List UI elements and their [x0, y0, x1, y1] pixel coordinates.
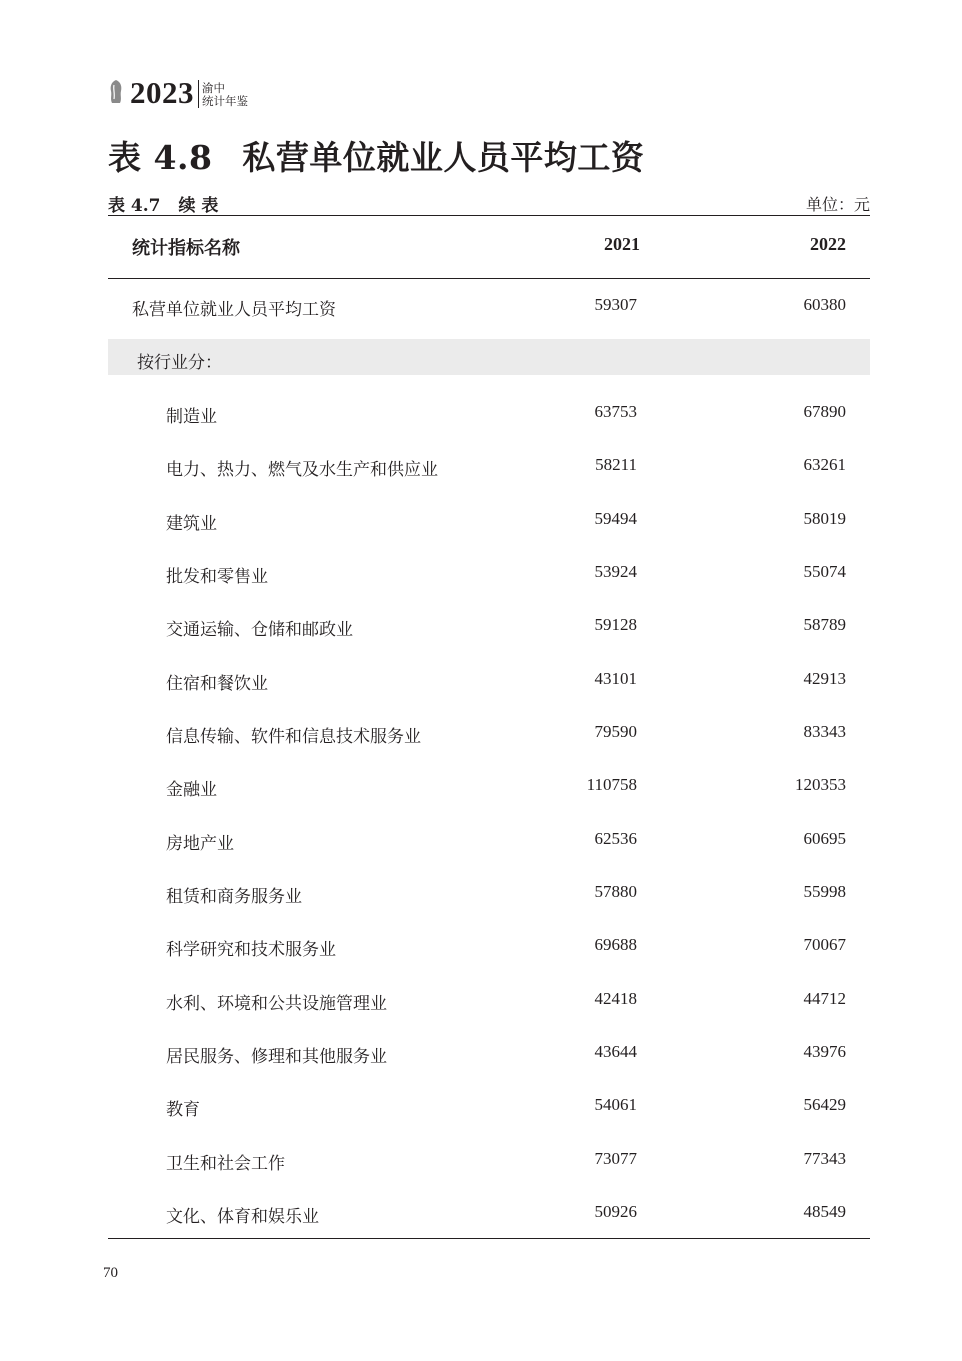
table-row-total — [108, 291, 870, 321]
table-row — [108, 1198, 870, 1228]
row-value-2021: 54061 — [594, 1095, 637, 1114]
table-title: 私营单位就业人员平均工资 — [242, 138, 645, 177]
table-row — [108, 1091, 870, 1121]
table-bottom-rule — [108, 1238, 870, 1239]
row-value-2022: 42913 — [803, 669, 846, 688]
row-name: 批发和零售业 — [166, 567, 268, 587]
table-row — [108, 878, 870, 908]
table-row — [108, 398, 870, 428]
row-value-2022: 43976 — [803, 1042, 846, 1061]
row-value-2021: 59307 — [594, 295, 637, 314]
row-value-2021: 59128 — [594, 615, 637, 634]
continued-text: 续 表 — [178, 196, 219, 216]
row-name: 住宿和餐饮业 — [166, 674, 268, 694]
table-row — [108, 451, 870, 481]
row-value-2022: 56429 — [803, 1095, 846, 1114]
header-year: 2023 — [130, 75, 194, 110]
column-header-2022: 2022 — [810, 234, 846, 254]
column-header-name: 统计指标名称 — [132, 238, 240, 259]
row-name: 信息传输、软件和信息技术服务业 — [166, 727, 421, 747]
row-name: 私营单位就业人员平均工资 — [132, 300, 336, 320]
row-value-2021: 50926 — [594, 1202, 637, 1221]
row-name: 房地产业 — [166, 834, 234, 854]
row-value-2021: 79590 — [594, 722, 637, 741]
row-name: 交通运输、仓储和邮政业 — [166, 620, 353, 640]
table-row — [108, 1145, 870, 1175]
section-band — [108, 339, 870, 375]
row-value-2022: 67890 — [803, 402, 846, 421]
table-row — [108, 771, 870, 801]
yearbook-logo-icon — [108, 79, 124, 105]
row-name: 教育 — [166, 1100, 200, 1120]
row-name: 科学研究和技术服务业 — [166, 940, 336, 960]
row-value-2022: 44712 — [803, 989, 846, 1008]
row-name: 电力、热力、燃气及水生产和供应业 — [166, 460, 438, 480]
row-value-2022: 58789 — [803, 615, 846, 634]
row-name: 居民服务、修理和其他服务业 — [166, 1047, 387, 1067]
row-value-2022: 83343 — [803, 722, 846, 741]
row-value-2022: 55998 — [803, 882, 846, 901]
row-name: 水利、环境和公共设施管理业 — [166, 994, 387, 1014]
row-value-2021: 58211 — [595, 455, 637, 474]
row-value-2021: 53924 — [594, 562, 637, 581]
column-header-2021: 2021 — [604, 234, 640, 254]
row-value-2021: 69688 — [594, 935, 637, 954]
row-name: 卫生和社会工作 — [166, 1154, 285, 1174]
yearbook-header — [108, 72, 248, 108]
table-row — [108, 825, 870, 855]
row-value-2022: 55074 — [803, 562, 846, 581]
header-brand-line1: 渝中 — [202, 81, 225, 95]
row-value-2021: 43644 — [594, 1042, 637, 1061]
table-top-rule — [108, 215, 870, 216]
header-bottom-rule — [108, 278, 870, 279]
row-value-2021: 110758 — [586, 775, 637, 794]
header-brand — [198, 80, 248, 108]
table-row — [108, 985, 870, 1015]
table-row — [108, 1038, 870, 1068]
row-value-2021: 59494 — [594, 509, 637, 528]
unit-label: 单位：元 — [805, 195, 870, 214]
table-row — [108, 931, 870, 961]
header-brand-line2: 统计年鉴 — [202, 94, 248, 108]
table-row — [108, 611, 870, 641]
row-value-2022: 63261 — [803, 455, 846, 474]
row-value-2022: 77343 — [803, 1149, 846, 1168]
table-row — [108, 665, 870, 695]
row-value-2022: 60380 — [803, 295, 846, 314]
row-value-2021: 62536 — [594, 829, 637, 848]
row-value-2021: 57880 — [594, 882, 637, 901]
row-value-2022: 60695 — [803, 829, 846, 848]
table-subline — [108, 191, 870, 215]
table-row — [108, 505, 870, 535]
row-value-2022: 120353 — [795, 775, 846, 794]
row-name: 制造业 — [166, 407, 217, 427]
table-row — [108, 718, 870, 748]
row-value-2022: 70067 — [803, 935, 846, 954]
row-value-2022: 58019 — [803, 509, 846, 528]
table-row — [108, 558, 870, 588]
row-value-2022: 48549 — [803, 1202, 846, 1221]
row-name: 文化、体育和娱乐业 — [166, 1207, 319, 1227]
row-name: 租赁和商务服务业 — [166, 887, 302, 907]
row-value-2021: 43101 — [594, 669, 637, 688]
table-number: 表 4.8 — [108, 138, 213, 177]
row-value-2021: 73077 — [594, 1149, 637, 1168]
table-ref: 表 4.7 — [108, 196, 161, 216]
row-value-2021: 42418 — [594, 989, 637, 1008]
page-number: 70 — [103, 1265, 118, 1281]
row-name: 建筑业 — [166, 514, 217, 534]
section-label: 按行业分： — [137, 353, 222, 373]
continued-label — [108, 191, 218, 216]
row-name: 金融业 — [166, 780, 217, 800]
row-value-2021: 63753 — [594, 402, 637, 421]
page-title — [108, 136, 644, 180]
